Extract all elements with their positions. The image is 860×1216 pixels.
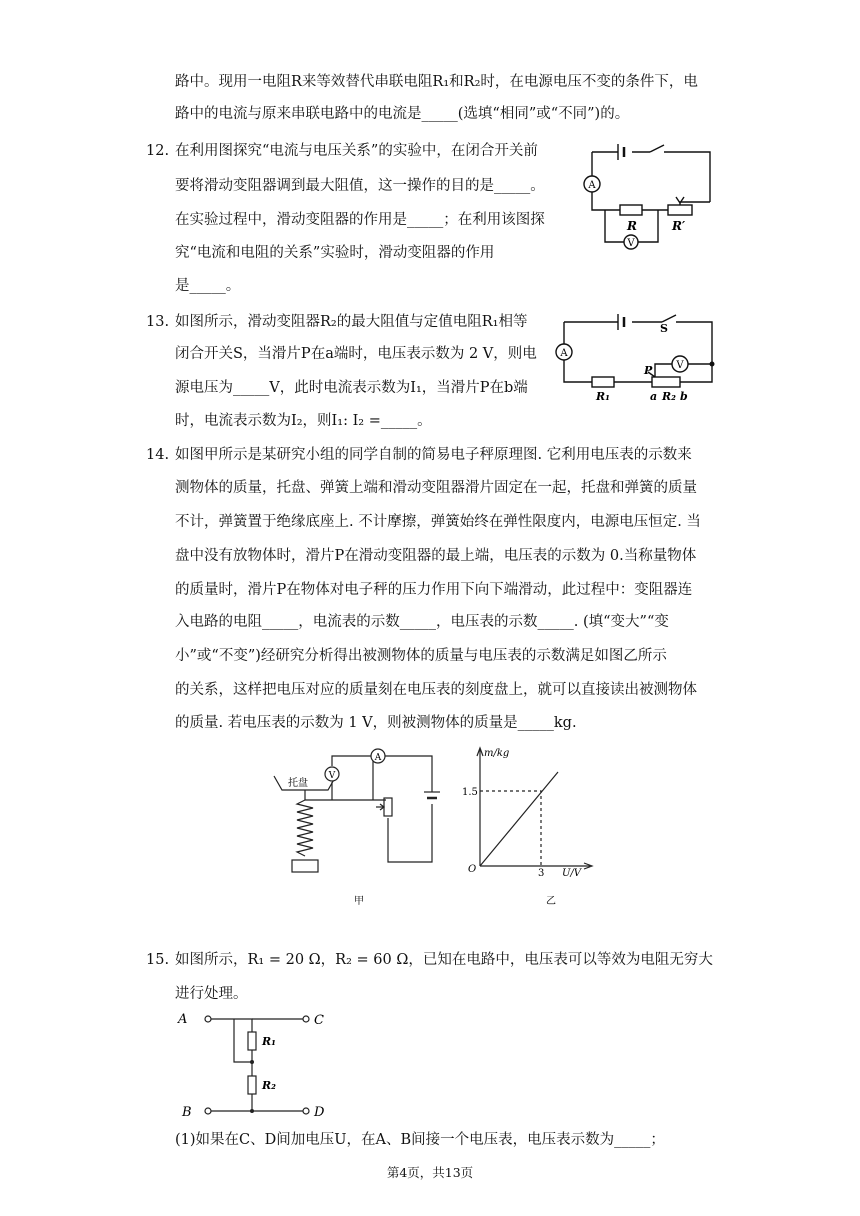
terminal-a-label: A xyxy=(178,1012,188,1027)
question-number: 13. xyxy=(146,314,170,330)
rheostat-label: R′ xyxy=(672,219,686,233)
text-line: 如图所示，滑动变阻器R₂的最大阻值与定值电阻R₁相等 xyxy=(175,314,528,330)
text-line: 路中。现用一电阻R来等效替代串联电阻R₁和R₂时，在电源电压不变的条件下，电 xyxy=(175,74,698,90)
origin-label: O xyxy=(468,864,477,875)
slider-label: P xyxy=(644,364,653,377)
switch-label: S xyxy=(660,322,668,335)
terminal-b-label: B xyxy=(182,1105,192,1120)
ammeter-label: A xyxy=(560,348,568,359)
text-line: 时，电流表示数为I₂，则I₁: I₂ =_____。 xyxy=(175,413,432,429)
text-line: 盘中没有放物体时，滑片P在滑动变阻器的最上端，电压表的示数为 0.当称量物体 xyxy=(175,548,697,564)
x-tick-label: 3 xyxy=(538,868,545,879)
question-number: 12. xyxy=(146,143,170,159)
question-number: 14. xyxy=(146,447,170,463)
text-line: 的关系，这样把电压对应的质量刻在电压表的刻度盘上，就可以直接读出被测物体 xyxy=(175,682,697,698)
q15-circuit-diagram xyxy=(172,1008,342,1124)
text-line: 在利用图探究“电流与电压关系”的实验中，在闭合开关前 xyxy=(175,143,538,159)
b-label: b xyxy=(680,390,688,403)
question-number: 15. xyxy=(146,952,170,968)
tray-label: 托盘 xyxy=(288,778,308,789)
figure-caption: 甲 xyxy=(354,896,364,907)
ammeter-label: A xyxy=(374,753,382,763)
text-line: 的质量. 若电压表的示数为 1 V，则被测物体的质量是_____kg. xyxy=(175,715,577,731)
r1-label: R₁ xyxy=(596,390,610,403)
voltmeter-label: V xyxy=(328,771,336,781)
text-line: 路中的电流与原来串联电路中的电流是_____(选填“相同”或“不同”)的。 xyxy=(175,106,630,122)
y-tick-label: 1.5 xyxy=(462,787,478,798)
text-line: 如图所示，R₁ = 20 Ω，R₂ = 60 Ω，已知在电路中，电压表可以等效为电阻无穷大 xyxy=(175,952,713,968)
text-line: (1)如果在C、D间加电压U，在A、B间接一个电压表，电压表示数为_____； xyxy=(175,1132,665,1148)
voltmeter-label: V xyxy=(676,360,684,371)
text-line: 在实验过程中，滑动变阻器的作用是_____；在利用该图探 xyxy=(175,212,545,228)
text-line: 究“电流和电阻的关系”实验时，滑动变阻器的作用 xyxy=(175,245,495,261)
ammeter-label: A xyxy=(588,180,596,191)
y-axis-label: m/kg xyxy=(484,748,510,759)
r1-label: R₁ xyxy=(262,1035,276,1048)
x-axis-label: U/V xyxy=(562,868,582,879)
voltmeter-label: V xyxy=(627,238,635,249)
text-line: 不计，弹簧置于绝缘底座上. 不计摩擦，弹簧始终在弹性限度内，电源电压恒定. 当 xyxy=(175,514,701,530)
q14-scale-diagram xyxy=(268,742,448,912)
q12-circuit-diagram xyxy=(580,140,720,265)
text-line: 入电路的电阻_____，电流表的示数_____，电压表的示数_____. (填“变大”“变 xyxy=(175,614,669,630)
text-line: 如图甲所示是某研究小组的同学自制的简易电子秤原理图. 它利用电压表的示数来 xyxy=(175,447,692,463)
figure-caption: 乙 xyxy=(546,896,556,907)
q13-circuit-diagram xyxy=(552,312,720,404)
text-line: 源电压为_____V，此时电流表示数为I₁，当滑片P在b端 xyxy=(175,380,528,396)
terminal-d-label: D xyxy=(314,1105,325,1120)
page-footer: 第4页，共13页 xyxy=(386,1165,474,1180)
text-line: 要将滑动变阻器调到最大阻值，这一操作的目的是_____。 xyxy=(175,178,545,194)
a-label: a xyxy=(650,390,658,403)
text-line: 是_____。 xyxy=(175,278,241,294)
q14-mass-voltage-graph xyxy=(462,742,602,912)
text-line: 闭合开关S，当滑片P在a端时，电压表示数为 2 V，则电 xyxy=(175,346,537,362)
r2-label: R₂ xyxy=(662,390,676,403)
text-line: 进行处理。 xyxy=(175,986,248,1002)
r2-label: R₂ xyxy=(262,1079,276,1092)
text-line: 小”或“不变”)经研究分析得出被测物体的质量与电压表的示数满足如图乙所示 xyxy=(175,648,667,664)
text-line: 测物体的质量，托盘、弹簧上端和滑动变阻器滑片固定在一起，托盘和弹簧的质量 xyxy=(175,480,697,496)
text-line: 的质量时，滑片P在物体对电子秤的压力作用下向下端滑动，此过程中：变阻器连 xyxy=(175,582,693,598)
resistor-label: R xyxy=(627,219,637,233)
terminal-c-label: C xyxy=(314,1013,324,1028)
